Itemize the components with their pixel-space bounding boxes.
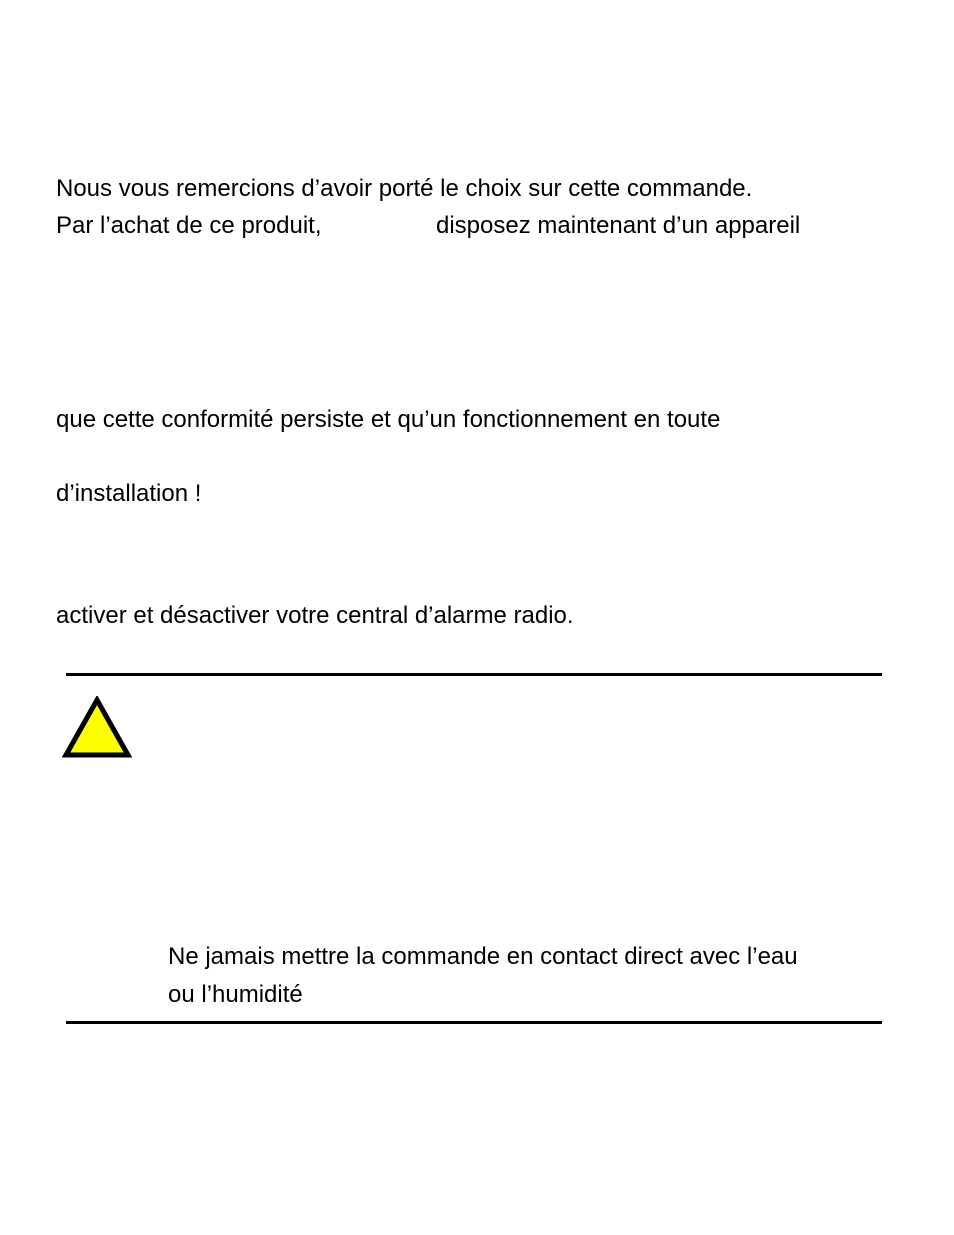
intro-line-4: d’installation ! bbox=[56, 480, 202, 507]
intro-line-1: Nous vous remercions d’avoir porté le choix sur cette commande. bbox=[56, 175, 753, 202]
intro-line-2-end: disposez maintenant d’un appareil bbox=[436, 212, 801, 239]
intro-line-3: que cette conformité persiste et qu’un fonctionnement en toute bbox=[56, 406, 721, 433]
warning-line-2: ou l’humidité bbox=[168, 981, 303, 1008]
warning-triangle-icon bbox=[62, 696, 132, 758]
intro-line-2-start: Par l’achat de ce produit, bbox=[56, 212, 322, 239]
warning-line-1: Ne jamais mettre la commande en contact direct avec l’eau bbox=[168, 943, 798, 970]
intro-line-5: activer et désactiver votre central d’alarme radio. bbox=[56, 602, 574, 629]
warning-top-divider bbox=[66, 673, 882, 676]
warning-bottom-divider bbox=[66, 1021, 882, 1024]
